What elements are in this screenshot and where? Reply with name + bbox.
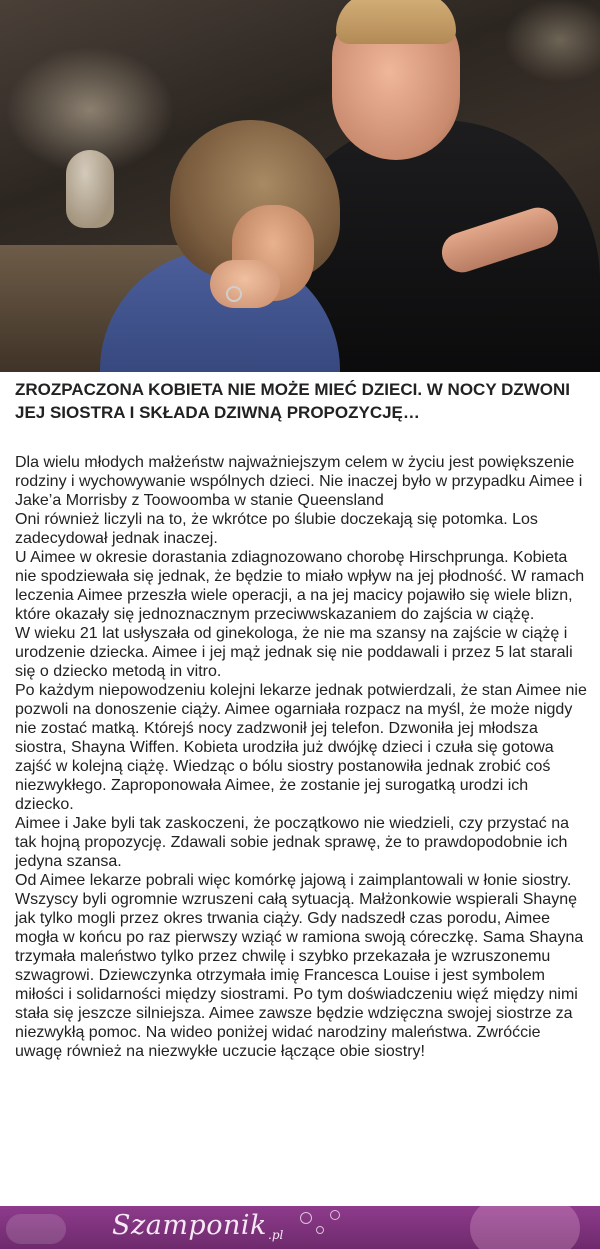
article-paragraph: Po każdym niepowodzeniu kolejni lekarze jednak potwierdzali, że stan Aimee nie pozwoli na donoszenie ciąży. Aimee ogarniała rozpacz na myśl, że może nigdy nie zostać matką. Którejś nocy zadzwonił jej telefon. Dzwoniła jej młodsza siostra, Shayna Wiffen. Kobieta urodziła już dwójkę dzieci i czuła się gotowa zajść w kolejną ciążę. Wiedząc o bólu siostry postanowiła jednak zrobić coś niezwykłego. Zaproponowała Aimee, że zostanie jej surogatką urodzi ich dziecko.	[15, 682, 587, 813]
bubble-icon	[300, 1212, 312, 1224]
photo-lamp	[66, 150, 114, 228]
site-logo-suffix: .pl	[268, 1228, 284, 1242]
article-paragraph: Aimee i Jake byli tak zaskoczeni, że początkowo nie wiedzieli, czy przystać na tak hojną propozycję. Zdawali sobie jednak sprawę, że to prawdopodobnie ich jedyna szansa.	[15, 815, 570, 870]
bubble-icon	[316, 1226, 324, 1234]
photo-man-hair	[336, 0, 456, 44]
photo-ring	[226, 286, 242, 302]
article-body	[15, 453, 590, 1061]
footer-decoration	[6, 1214, 66, 1244]
site-logo[interactable]: Szamponik	[112, 1210, 267, 1241]
site-footer-banner	[0, 1206, 600, 1249]
hero-photo	[0, 0, 600, 372]
article-paragraph: Od Aimee lekarze pobrali więc komórkę jajową i zaimplantowali w łonie siostry. Wszyscy byli ogromnie wzruszeni całą sytuacją. Małżonkowie wspierali Shaynę jak tylko mogli przez okres trwania ciąży. Gdy nadszedł czas porodu, Aimee mogła w końcu po raz pierwszy wziąć w ramiona swoją córeczkę. Sama Shayna trzymała maleństwo tylko przez chwilę i szybko przekazała je wzruszonemu szwagrowi. Dziewczynka otrzymała imię Francesca Louise i jest symbolem miłości i solidarności między siostrami. Po tym doświadczeniu więź między nimi stała się jeszcze silniejsza. Aimee zawsze będzie wdzięczna swojej siostrze za niezwykłą pomoc. Na wideo poniżej widać narodziny maleństwa. Zwróćcie uwagę również na niezwykłe uczucie łączące obie siostry!	[15, 872, 584, 1060]
article-paragraph: Dla wielu młodych małżeństw najważniejszym celem w życiu jest powiększenie rodziny i wychowywanie wspólnych dzieci. Nie inaczej było w przypadku Aimee i Jake’a Morrisby z Toowoomba w stanie Queensland	[15, 454, 583, 509]
article-title: ZROZPACZONA KOBIETA NIE MOŻE MIEĆ DZIECI. W NOCY DZWONI JEJ SIOSTRA I SKŁADA DZIWNĄ PROPOZYCJĘ…	[15, 380, 570, 422]
article-paragraph: W wieku 21 lat usłyszała od ginekologa, że nie ma szansy na zajście w ciążę i urodzenie dziecka. Aimee i jej mąż jednak się nie poddawali i przez 5 lat starali się o dziecko metodą in vitro.	[15, 625, 573, 680]
footer-decoration	[470, 1206, 580, 1249]
photo-woman-hand	[210, 260, 280, 308]
article-paragraph: U Aimee w okresie dorastania zdiagnozowano chorobę Hirschprunga. Kobieta nie spodziewała się jednak, że będzie to miało wpływ na jej płodność. W ramach leczenia Aimee przeszła wiele operacji, a na jej macicy pojawiło się wiele blizn, które okazały się jednoznacznym przeciwwskazaniem do zajścia w ciążę.	[15, 549, 585, 623]
article-paragraph: Oni również liczyli na to, że wkrótce po ślubie doczekają się potomka. Los zadecydował jednak inaczej.	[15, 511, 538, 547]
bubble-icon	[330, 1210, 340, 1220]
